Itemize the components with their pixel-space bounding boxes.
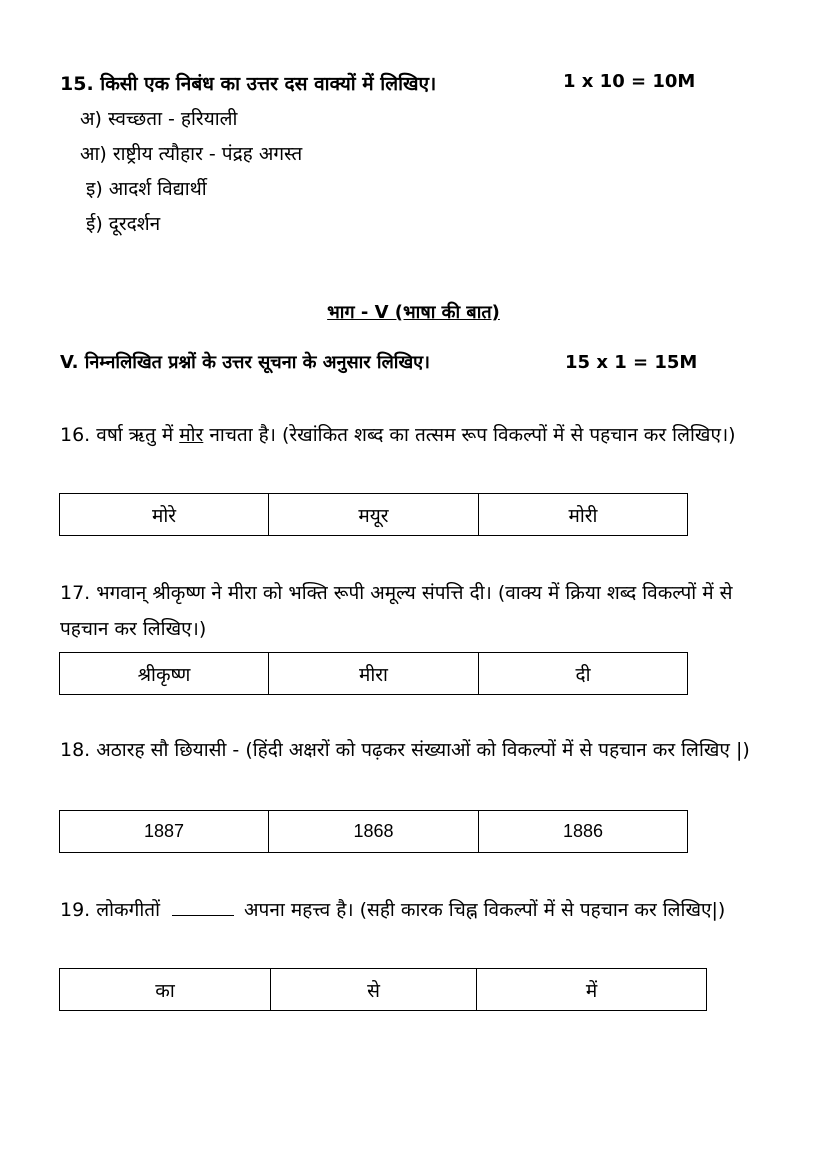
q15-option-a: अ) स्वच्छता - हरियाली xyxy=(80,108,238,130)
q16-choice-3[interactable]: मोरी xyxy=(479,494,688,536)
q18-text: 18. अठारह सौ छियासी - (हिंदी अक्षरों को पढ़कर संख्याओं को विकल्पों में से पहचान कर लिखिए |) xyxy=(60,739,750,761)
q16-choice-1[interactable]: मोरे xyxy=(60,494,269,536)
q19-blank[interactable] xyxy=(172,897,234,916)
q18-choice-3[interactable]: 1886 xyxy=(479,811,688,853)
q15-option-ii: ई) दूरदर्शन xyxy=(86,213,161,235)
q18-choice-2[interactable]: 1868 xyxy=(269,811,479,853)
q17-choice-1[interactable]: श्रीकृष्ण xyxy=(60,653,269,695)
section-title: भाग - V (भाषा की बात) xyxy=(327,302,500,323)
q15-option-i: इ) आदर्श विद्यार्थी xyxy=(86,178,207,200)
q19-choice-2[interactable]: से xyxy=(271,969,477,1011)
q17-text: 17. भगवान् श्रीकृष्ण ने मीरा को भक्ति रूपी अमूल्य संपत्ति दी। (वाक्य में क्रिया शब्द विकल्पों में से पहचान कर लिखिए।) xyxy=(60,582,733,640)
q17-choices xyxy=(59,652,688,695)
section-v-marks: 15 x 1 = 15M xyxy=(565,352,698,373)
q15-marks: 1 x 10 = 10M xyxy=(563,71,696,92)
q18-choices xyxy=(59,810,688,853)
q16-choice-2[interactable]: मयूर xyxy=(269,494,479,536)
q16-text: 16. वर्षा ऋतु में मोर नाचता है। (रेखांकित शब्द का तत्सम रूप विकल्पों में से पहचान कर लिखिए।) xyxy=(60,424,736,446)
q17-choice-3[interactable]: दी xyxy=(479,653,688,695)
section-v-instruction: V. निम्नलिखित प्रश्नों के उत्तर सूचना के अनुसार लिखिए। xyxy=(60,352,430,373)
q19-text: 19. लोकगीतों अपना महत्त्व है। (सही कारक चिह्न विकल्पों में से पहचान कर लिखिए|) xyxy=(60,899,726,921)
q19-choice-3[interactable]: में xyxy=(477,969,707,1011)
q16-choices xyxy=(59,493,688,536)
q19-choice-1[interactable]: का xyxy=(60,969,271,1011)
q17-choice-2[interactable]: मीरा xyxy=(269,653,479,695)
q15-title: 15. किसी एक निबंध का उत्तर दस वाक्यों में लिखिए। xyxy=(60,73,437,95)
q15-option-aa: आ) राष्ट्रीय त्यौहार - पंद्रह अगस्त xyxy=(80,143,303,165)
q19-choices xyxy=(59,968,707,1011)
q18-choice-1[interactable]: 1887 xyxy=(60,811,269,853)
